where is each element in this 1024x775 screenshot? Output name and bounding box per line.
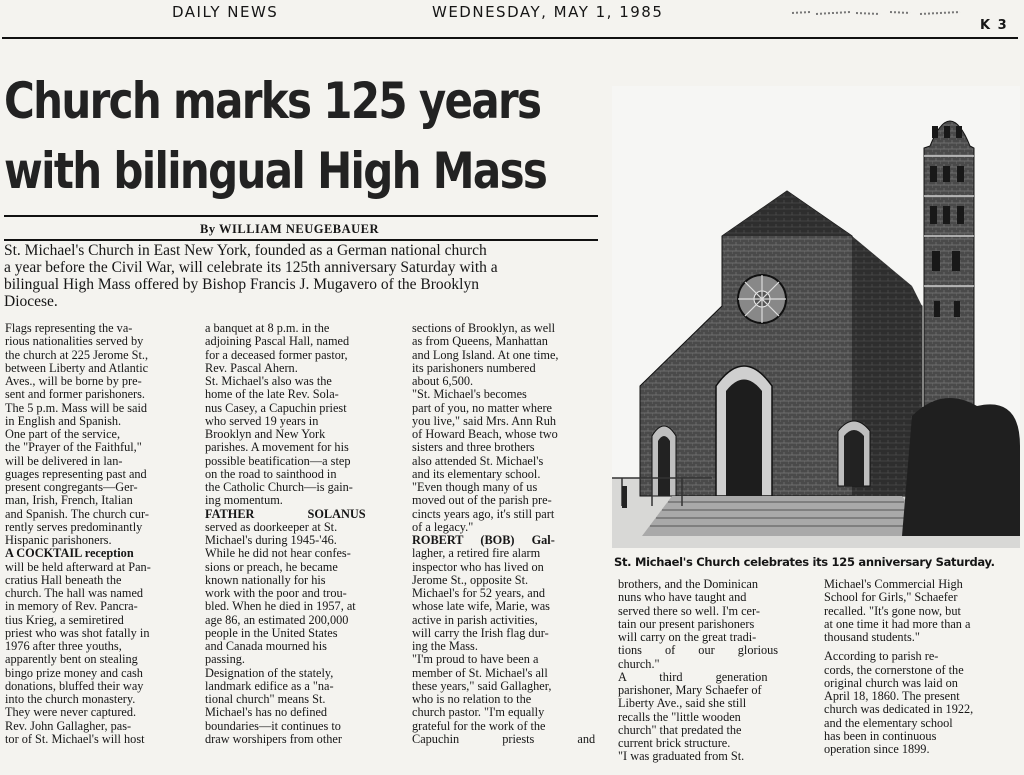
masthead-rule bbox=[2, 37, 1018, 39]
column-line: has been in continuous bbox=[824, 729, 937, 743]
headline-line-2: with bilingual High Mass bbox=[4, 142, 547, 200]
column-line: "I was graduated from St. bbox=[618, 750, 745, 764]
byline: By WILLIAM NEUGEBAUER bbox=[200, 222, 380, 236]
column-line: church. The hall was named bbox=[5, 587, 144, 600]
photo-caption: St. Michael's Church celebrates its 125 anniversary Saturday. bbox=[614, 555, 995, 569]
byline-rule-top bbox=[4, 215, 598, 217]
column-line: nuns who have taught and bbox=[618, 591, 747, 605]
column-line: active in parish activities, bbox=[412, 613, 538, 627]
column-line: the church at 225 Jerome St., bbox=[5, 348, 149, 362]
column-line: Michael's has no defined bbox=[205, 706, 328, 720]
column-line: "I'm proud to have been a bbox=[412, 653, 539, 667]
column-line: "St. Michael's becomes bbox=[412, 388, 527, 402]
column-5 bbox=[824, 578, 1020, 756]
column-line: Aves., will be borne by pre- bbox=[5, 375, 142, 388]
trees bbox=[902, 398, 1020, 536]
column-line: recalls the "little wooden bbox=[618, 710, 741, 724]
column-line: part of you, no matter where bbox=[412, 401, 552, 415]
lede-paragraph bbox=[4, 242, 604, 310]
column-line: the "Prayer of the Faithful," bbox=[5, 441, 142, 455]
column-line: parishes. A movement for his bbox=[205, 441, 349, 455]
column-line: home of the late Rev. Sola- bbox=[205, 388, 339, 402]
lede-line: Diocese. bbox=[4, 293, 58, 310]
column-line: ing momentum. bbox=[205, 494, 283, 508]
column-4 bbox=[618, 578, 812, 764]
column-1 bbox=[5, 322, 198, 746]
lede-line: St. Michael's Church in East New York, founded as a German national church bbox=[4, 242, 487, 259]
column-line: operation since 1899. bbox=[824, 743, 930, 756]
column-line: Flags representing the va- bbox=[5, 322, 133, 335]
column-line: the Catholic Church—is gain- bbox=[205, 481, 353, 494]
masthead-date: WEDNESDAY, MAY 1, 1985 bbox=[432, 3, 664, 21]
column-line: at one time it had more than a bbox=[824, 617, 971, 631]
masthead bbox=[0, 0, 1024, 38]
column-line: moved out of the parish pre- bbox=[412, 494, 552, 508]
column-line: tional church" means St. bbox=[205, 693, 326, 706]
column-line: They were never captured. bbox=[5, 706, 137, 720]
column-line: who is no relation to the bbox=[412, 693, 532, 706]
column-3 bbox=[412, 322, 605, 746]
column-line: and its elementary school. bbox=[412, 467, 541, 481]
column-line: bled. When he died in 1957, at bbox=[205, 600, 356, 614]
column-line: A third generation bbox=[618, 670, 768, 684]
column-line: rently serves predominantly bbox=[5, 520, 143, 534]
column-line: man, Irish, French, Italian bbox=[5, 494, 133, 508]
column-line: church." bbox=[618, 657, 660, 671]
column-line: tor of St. Michael's will host bbox=[5, 732, 145, 746]
column-line: and Canada mourned his bbox=[205, 640, 327, 653]
column-line: will be held afterward at Pan- bbox=[5, 560, 151, 574]
masthead-page: K 3 bbox=[980, 18, 1009, 33]
column-line: thousand students." bbox=[824, 631, 920, 644]
column-line: tions of our glorious bbox=[618, 644, 779, 658]
column-line: possible beatification—a step bbox=[205, 454, 351, 468]
column-line: cratius Hall beneath the bbox=[5, 573, 122, 587]
column-line: in memory of Rev. Pancra- bbox=[5, 600, 138, 614]
column-line: as from Queens, Manhattan bbox=[412, 335, 548, 349]
lede-line: a year before the Civil War, will celebrate its 125th anniversary Saturday with a bbox=[4, 259, 498, 276]
column-line: age 86, an estimated 200,000 bbox=[205, 613, 349, 627]
column-line: guages representing past and bbox=[5, 467, 147, 481]
column-line: for a deceased former pastor, bbox=[205, 348, 348, 362]
section-lead: FATHER SOLANUS bbox=[205, 507, 366, 521]
column-line: known nationally for his bbox=[205, 573, 326, 587]
column-line: you live," said Mrs. Ann Ruh bbox=[412, 414, 557, 428]
column-line: April 18, 1860. The present bbox=[824, 690, 960, 703]
column-line: sections of Brooklyn, as well bbox=[412, 322, 556, 335]
column-line: cincts years ago, it's still part bbox=[412, 507, 555, 521]
column-line: bingo prize money and cash bbox=[5, 666, 143, 680]
column-line: people in the United States bbox=[205, 626, 338, 640]
column-line: draw worshipers from other bbox=[205, 732, 342, 746]
masthead-paper: DAILY NEWS bbox=[172, 3, 279, 21]
column-line: Michael's Commercial High bbox=[824, 578, 963, 591]
column-line: Michael's for 52 years, and bbox=[412, 587, 545, 600]
column-line: ing the Mass. bbox=[412, 640, 478, 653]
column-line: also attended St. Michael's bbox=[412, 454, 544, 468]
column-line: into the church monastery. bbox=[5, 693, 136, 706]
column-line: boundaries—it continues to bbox=[205, 719, 341, 733]
column-line: sions or preach, he became bbox=[205, 560, 338, 574]
column-line: Hispanic parishoners. bbox=[5, 534, 112, 547]
column-line: and Spanish. The church cur- bbox=[5, 507, 149, 521]
column-line: will be delivered in lan- bbox=[5, 454, 123, 468]
column-line: tain our present parishoners bbox=[618, 617, 755, 631]
column-line: and the elementary school bbox=[824, 716, 953, 730]
column-line: Brooklyn and New York bbox=[205, 428, 326, 441]
column-line: donations, bluffed their way bbox=[5, 679, 144, 693]
column-line: lagher, a retired fire alarm bbox=[412, 547, 541, 561]
column-line: According to parish re- bbox=[824, 650, 939, 664]
column-line: current brick structure. bbox=[618, 737, 731, 750]
column-line: Liberty Ave., said she still bbox=[618, 697, 747, 711]
column-line: original church was laid on bbox=[824, 676, 958, 690]
headline-line-1: Church marks 125 years bbox=[4, 72, 541, 130]
church-photo bbox=[612, 86, 1020, 548]
column-line: about 6,500. bbox=[412, 375, 474, 388]
column-2 bbox=[205, 322, 398, 746]
column-line: Designation of the stately, bbox=[205, 666, 334, 680]
column-line: 1976 after three youths, bbox=[5, 640, 122, 653]
column-line: sent and former parishoners. bbox=[5, 388, 146, 402]
column-line: "Even though many of us bbox=[412, 481, 538, 494]
column-line: church" that predated the bbox=[618, 723, 742, 737]
portal-door bbox=[726, 380, 762, 497]
column-line: rious nationalities served by bbox=[5, 335, 144, 349]
column-line: recalled. "It's gone now, but bbox=[824, 604, 961, 618]
column-line: church was dedicated in 1922, bbox=[824, 703, 974, 717]
section-lead: A COCKTAIL reception bbox=[5, 547, 134, 561]
column-line: nus Casey, a Capuchin priest bbox=[205, 401, 347, 415]
smudge-icon bbox=[790, 8, 970, 18]
column-line: sisters and three brothers bbox=[412, 441, 535, 455]
column-line: in English and Spanish. bbox=[5, 414, 122, 428]
column-line: Rev. Pascal Ahern. bbox=[205, 361, 298, 375]
column-line: priest who was shot fatally in bbox=[5, 626, 150, 640]
column-line: who served 19 years in bbox=[205, 414, 319, 428]
column-line: of Howard Beach, whose two bbox=[412, 428, 558, 441]
column-line: Jerome St., opposite St. bbox=[412, 573, 529, 587]
column-line: Michael's during 1945-'46. bbox=[205, 534, 337, 547]
lede-line: bilingual High Mass offered by Bishop Francis J. Mugavero of the Brooklyn bbox=[4, 276, 479, 293]
column-line: cords, the cornerstone of the bbox=[824, 663, 964, 677]
column-line: member of St. Michael's all bbox=[412, 666, 548, 680]
column-line: passing. bbox=[205, 653, 245, 667]
column-line: One part of the service, bbox=[5, 428, 121, 441]
column-line: of a legacy." bbox=[412, 520, 474, 534]
column-line: Rev. John Gallagher, pas- bbox=[5, 719, 132, 733]
column-line: and Long Island. At one time, bbox=[412, 348, 559, 362]
column-line: on the road to sainthood in bbox=[205, 467, 337, 481]
column-line: grateful for the work of the bbox=[412, 719, 546, 733]
column-line: present congregants—Ger- bbox=[5, 481, 138, 494]
column-line: will carry the Irish flag dur- bbox=[412, 626, 549, 640]
column-line: School for Girls," Schaefer bbox=[824, 591, 958, 605]
column-line: a banquet at 8 p.m. in the bbox=[205, 322, 330, 335]
column-line: work with the poor and trou- bbox=[205, 587, 347, 600]
column-line: will carry on the great tradi- bbox=[618, 631, 757, 644]
column-line: served as doorkeeper at St. bbox=[205, 520, 338, 534]
section-lead: ROBERT (BOB) Gal- bbox=[412, 534, 555, 547]
column-line: served there so well. I'm cer- bbox=[618, 604, 760, 618]
column-line: brothers, and the Dominican bbox=[618, 578, 759, 591]
column-line: church pastor. "I'm equally bbox=[412, 706, 545, 720]
column-line: The 5 p.m. Mass will be said bbox=[5, 401, 148, 415]
column-line: parishoner, Mary Schaefer of bbox=[618, 684, 762, 697]
column-line: these years," said Gallagher, bbox=[412, 679, 552, 693]
person-figure bbox=[622, 486, 627, 508]
column-line: landmark edifice as a "na- bbox=[205, 679, 334, 693]
column-line: tius Krieg, a semiretired bbox=[5, 613, 124, 627]
column-line: apparently bent on stealing bbox=[5, 653, 138, 667]
column-line: While he did not hear confes- bbox=[205, 547, 351, 561]
column-line: inspector who has lived on bbox=[412, 560, 544, 574]
byline-rule-bottom bbox=[4, 239, 598, 241]
column-line: its parishoners numbered bbox=[412, 361, 536, 375]
column-line: St. Michael's also was the bbox=[205, 375, 332, 388]
column-line: whose late wife, Marie, was bbox=[412, 600, 550, 614]
column-line: adjoining Pascal Hall, named bbox=[205, 335, 350, 349]
column-line: Capuchin priests and bbox=[412, 732, 596, 746]
column-line: between Liberty and Atlantic bbox=[5, 361, 149, 375]
